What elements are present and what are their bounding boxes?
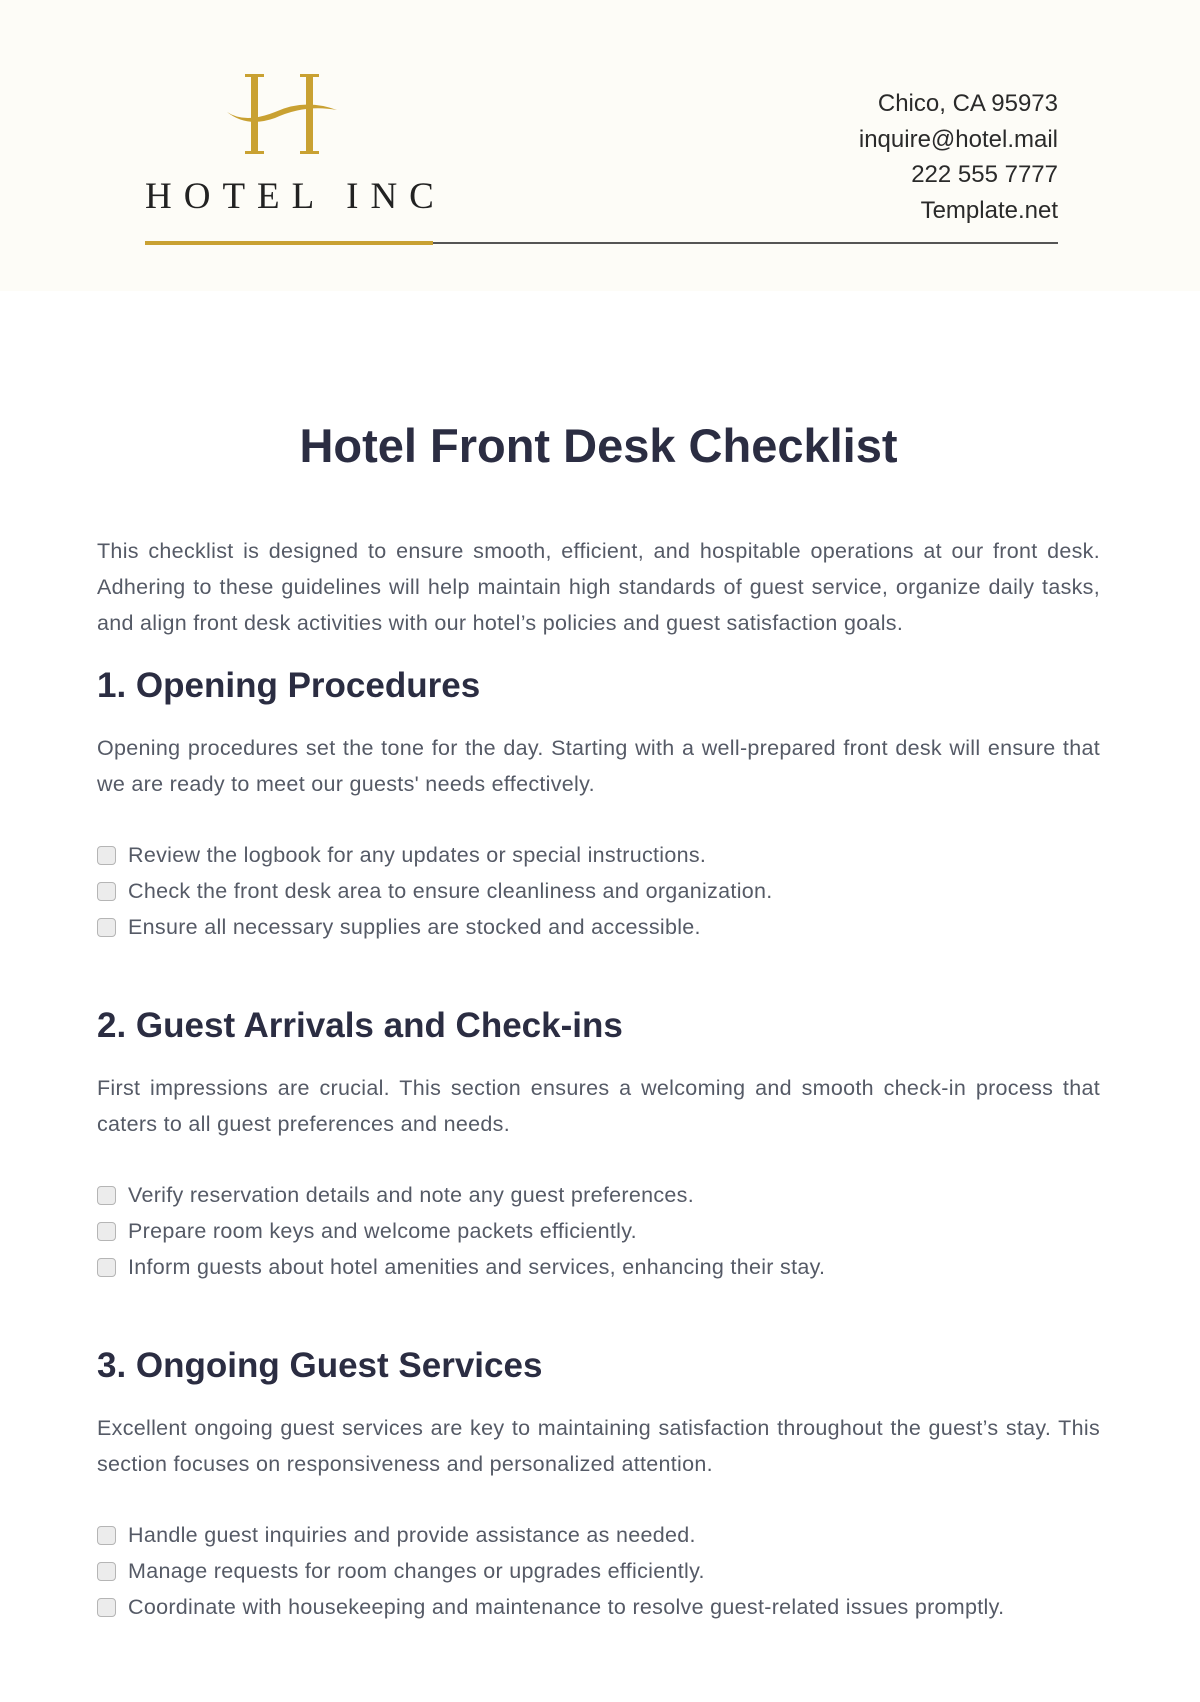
section (97, 1004, 1100, 1285)
checkbox[interactable] (97, 1562, 116, 1581)
checkbox[interactable] (97, 1186, 116, 1205)
checklist-item (97, 1589, 1100, 1625)
phone: 222 555 7777 (911, 161, 1058, 188)
checklist-item-label: Prepare room keys and welcome packets efficiently. (128, 1219, 637, 1243)
section (97, 664, 1100, 945)
section-heading: 2. Guest Arrivals and Check-ins (97, 1006, 623, 1045)
checkbox[interactable] (97, 1222, 116, 1241)
checklist-item (97, 1213, 1100, 1249)
checklist-item (97, 1249, 1100, 1285)
contact-info (859, 86, 1058, 228)
page-title: Hotel Front Desk Checklist (299, 419, 898, 472)
checkbox[interactable] (97, 882, 116, 901)
checkbox[interactable] (97, 846, 116, 865)
checklist (97, 1177, 1100, 1285)
checklist-item (97, 909, 1100, 945)
checklist-item-label: Verify reservation details and note any guest preferences. (128, 1183, 694, 1207)
hotel-logo (145, 70, 446, 220)
website: Template.net (920, 196, 1058, 224)
section-heading: 1. Opening Procedures (97, 666, 481, 705)
checklist-item (97, 1553, 1100, 1589)
checklist-item-label: Inform guests about hotel amenities and services, enhancing their stay. (128, 1255, 826, 1279)
checklist (97, 1517, 1100, 1625)
checkbox[interactable] (97, 918, 116, 937)
checklist-item (97, 1517, 1100, 1553)
section-description: First impressions are crucial. This section ensures a welcoming and smooth check-in process that caters to all guest preferences and needs. (97, 1076, 1100, 1136)
section-description: Excellent ongoing guest services are key to maintaining satisfaction throughout the guest’s stay. This section focuses on responsiveness and personalized attention. (97, 1416, 1100, 1476)
checklist-item (97, 837, 1100, 873)
checklist (97, 837, 1100, 945)
email: inquire@hotel.mail (858, 125, 1058, 153)
checklist-item-label: Manage requests for room changes or upgrades efficiently. (128, 1559, 705, 1583)
checklist-item-label: Check the front desk area to ensure cleanliness and organization. (128, 879, 773, 903)
section-description: Opening procedures set the tone for the day. Starting with a well-prepared front desk will ensure that we are ready to meet our guests' needs effectively. (97, 736, 1100, 796)
checklist-item (97, 873, 1100, 909)
checklist-item (97, 1177, 1100, 1213)
checklist-item-label: Ensure all necessary supplies are stocked and accessible. (128, 915, 701, 939)
checklist-item-label: Coordinate with housekeeping and maintenance to resolve guest-related issues promptly. (128, 1595, 1005, 1619)
letterhead (0, 0, 1200, 291)
checklist-item-label: Review the logbook for any updates or special instructions. (128, 843, 707, 867)
gold-accent (145, 241, 433, 245)
checkbox[interactable] (97, 1258, 116, 1277)
checklist-item-label: Handle guest inquiries and provide assistance as needed. (128, 1523, 696, 1547)
brand-name: HOTEL INC (145, 176, 446, 217)
section (97, 1344, 1100, 1625)
intro-paragraph: This checklist is designed to ensure smooth, efficient, and hospitable operations at our front desk. Adhering to these guidelines will help maintain high standards of guest service, organize daily tasks, and align front desk activities with our hotel’s policies and guest satisfaction goals. (97, 539, 1100, 635)
checkbox[interactable] (97, 1598, 116, 1617)
h-monogram-icon (225, 74, 345, 160)
checkbox[interactable] (97, 1526, 116, 1545)
section-heading: 3. Ongoing Guest Services (97, 1346, 543, 1385)
header-divider (145, 242, 1058, 244)
address: Chico, CA 95973 (877, 90, 1058, 117)
